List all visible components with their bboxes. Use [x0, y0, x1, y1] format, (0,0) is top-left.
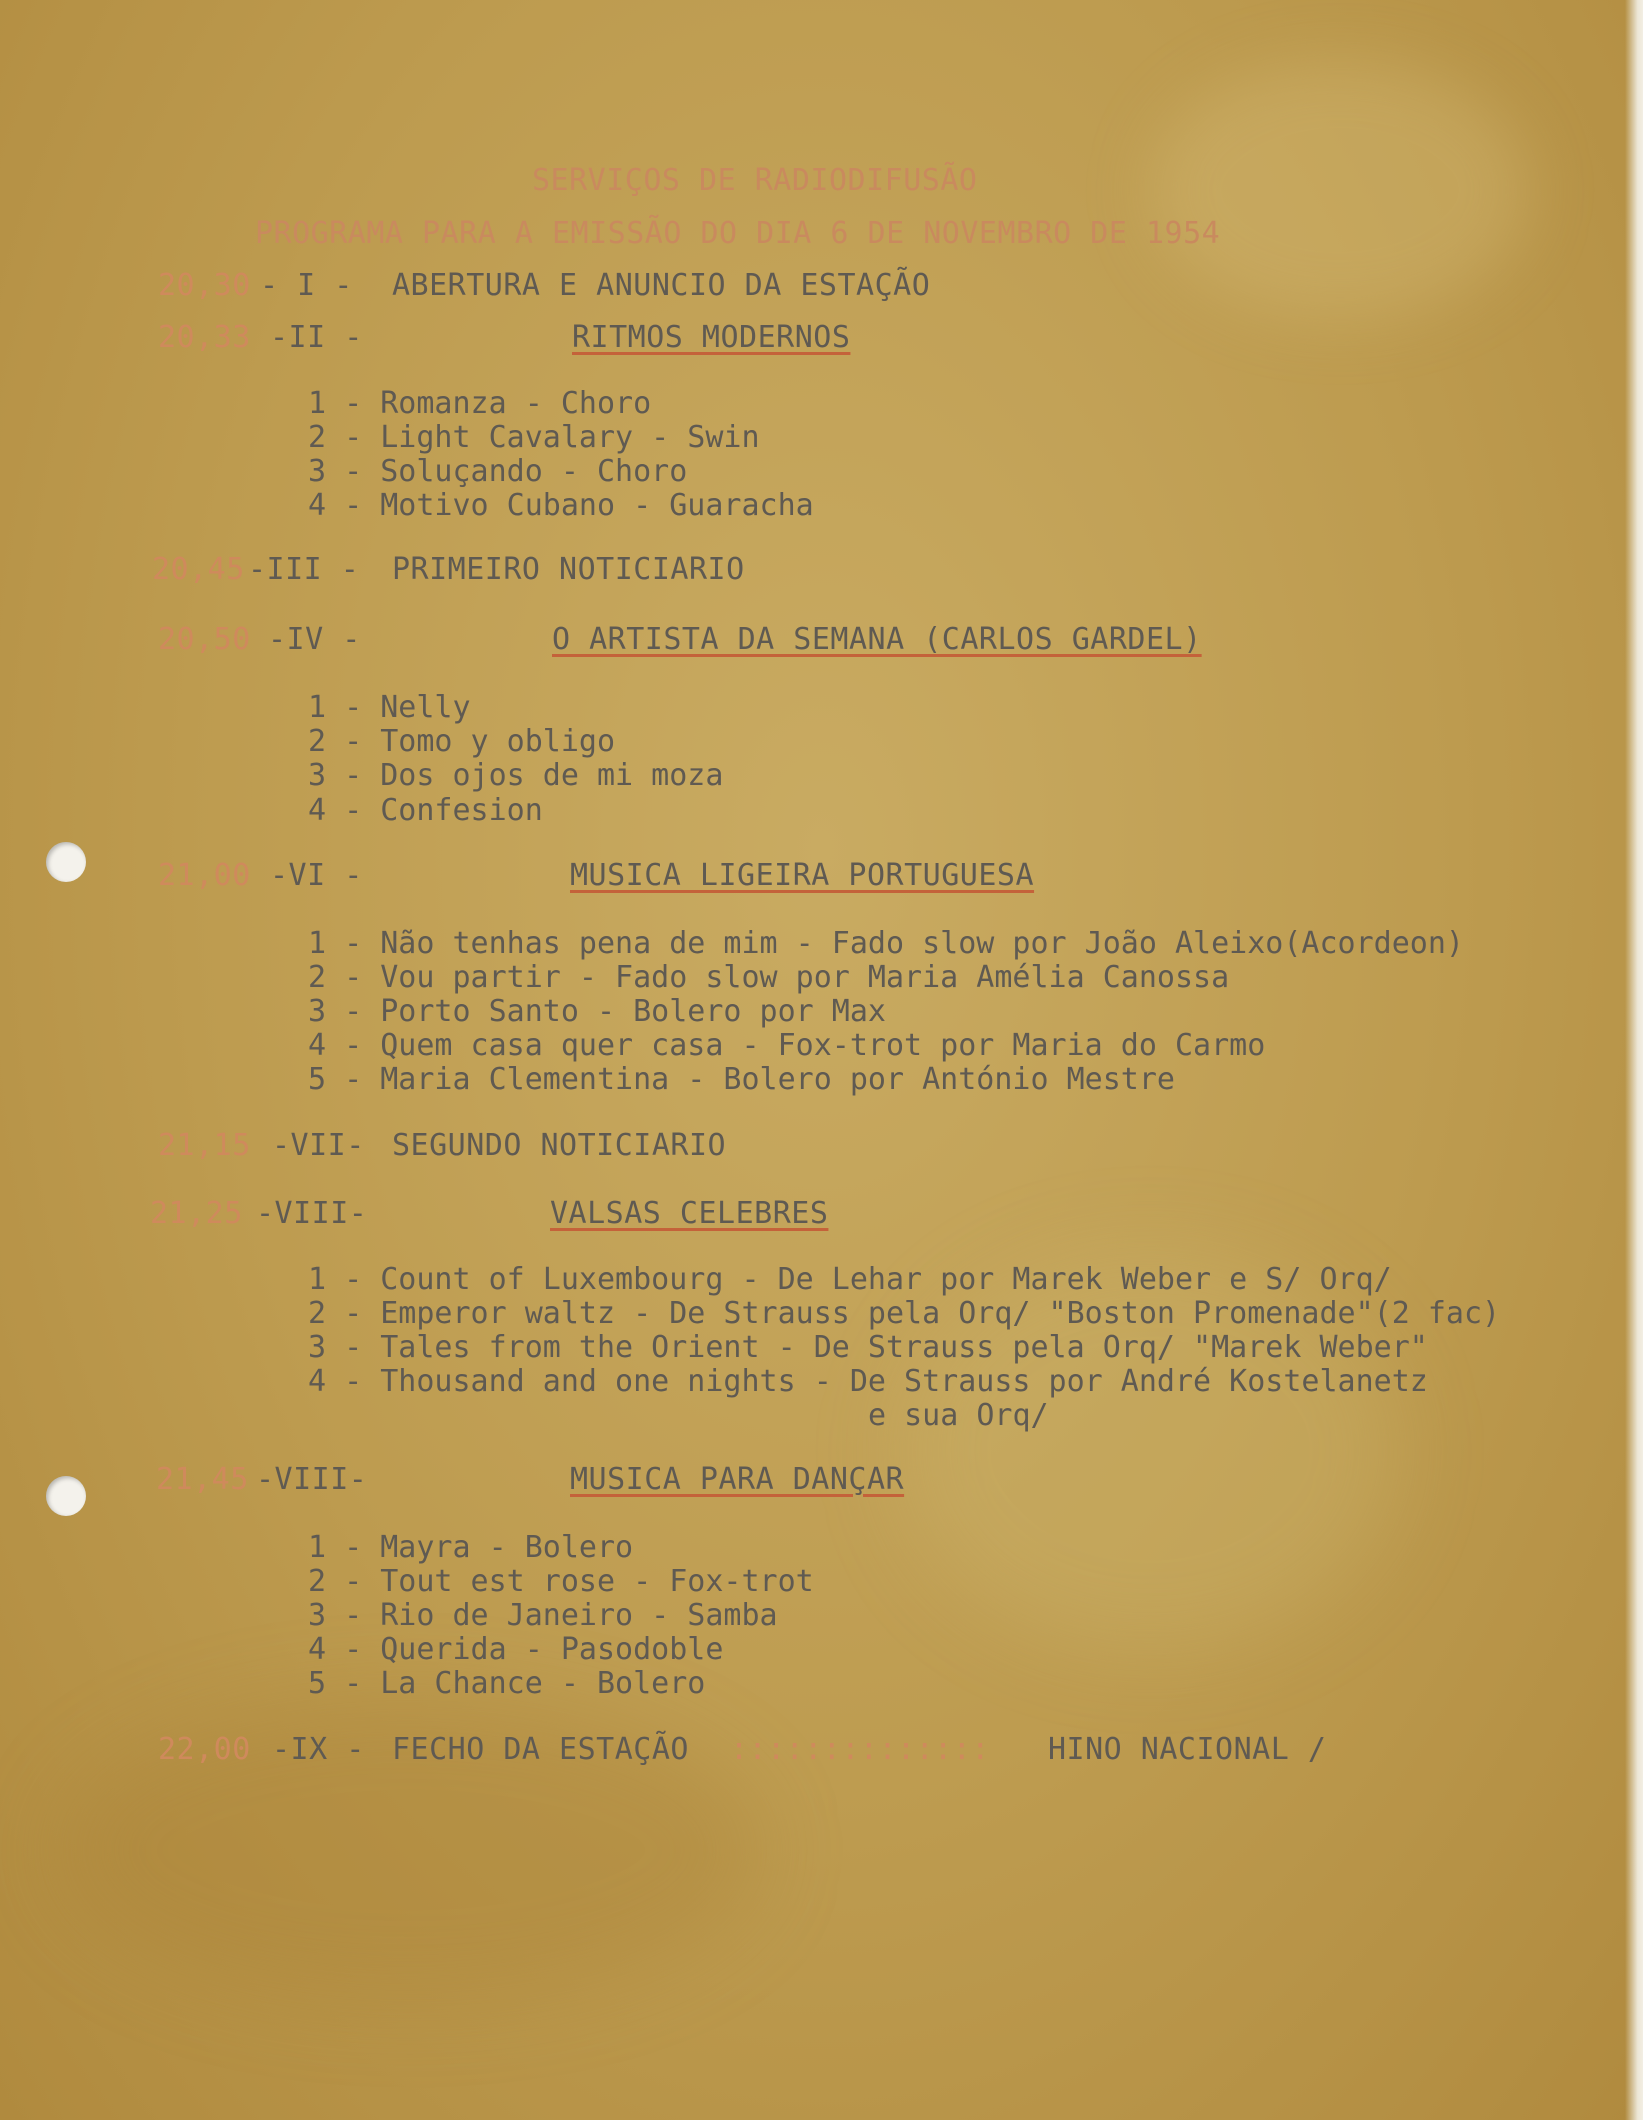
- section-number-6: -VIII-: [256, 1196, 368, 1231]
- list-item: 4 - Motivo Cubano - Guaracha: [308, 488, 814, 523]
- section-title-3: O ARTISTA DA SEMANA (CARLOS GARDEL): [552, 622, 1202, 657]
- list-item: 3 - Soluçando - Choro: [308, 454, 688, 489]
- list-item: 1 - Não tenhas pena de mim - Fado slow por João Aleixo(Acordeon): [308, 926, 1464, 961]
- section-title-6: VALSAS CELEBRES: [550, 1196, 829, 1231]
- list-item: 2 - Emperor waltz - De Strauss pela Orq/ "Boston Promenade"(2 fac): [308, 1296, 1501, 1331]
- section-number-3: -IV -: [268, 622, 361, 657]
- section-title-8: FECHO DA ESTAÇÃO: [392, 1732, 689, 1767]
- section-title-5: SEGUNDO NOTICIARIO: [392, 1128, 727, 1163]
- section-number-7: -VIII-: [256, 1462, 368, 1497]
- section-title-2: PRIMEIRO NOTICIARIO: [392, 552, 745, 587]
- list-item: 3 - Porto Santo - Bolero por Max: [308, 994, 886, 1029]
- list-item: 5 - La Chance - Bolero: [308, 1666, 706, 1701]
- list-item: 3 - Dos ojos de mi moza: [308, 758, 724, 793]
- section-number-2: -III -: [248, 552, 360, 587]
- dot-leader: ::::::::::::::: [730, 1732, 990, 1767]
- time-1: 20,33: [158, 320, 251, 355]
- list-item: 2 - Tout est rose - Fox-trot: [308, 1564, 814, 1599]
- list-item: 2 - Light Cavalary - Swin: [308, 420, 760, 455]
- list-item: 1 - Mayra - Bolero: [308, 1530, 634, 1565]
- list-item: 4 - Quem casa quer casa - Fox-trot por Maria do Carmo: [308, 1028, 1266, 1063]
- list-item: 1 - Count of Luxembourg - De Lehar por Marek Weber e S/ Orq/: [308, 1262, 1392, 1297]
- punch-hole: [46, 842, 86, 882]
- time-5: 21,15: [158, 1128, 251, 1163]
- section-title-4: MUSICA LIGEIRA PORTUGUESA: [570, 858, 1035, 893]
- list-item: 1 - Nelly: [308, 690, 471, 725]
- list-item: 3 - Rio de Janeiro - Samba: [308, 1598, 778, 1633]
- section-title-1: RITMOS MODERNOS: [572, 320, 851, 355]
- section-title-7: MUSICA PARA DANÇAR: [570, 1462, 905, 1497]
- list-item: 3 - Tales from the Orient - De Strauss pela Orq/ "Marek Weber": [308, 1330, 1428, 1365]
- time-6: 21,25: [150, 1196, 243, 1231]
- list-item: 4 - Thousand and one nights - De Strauss por André Kostelanetz: [308, 1364, 1428, 1399]
- section-number-5: -VII-: [272, 1128, 365, 1163]
- time-2: 20,45: [152, 552, 245, 587]
- list-item: 1 - Romanza - Choro: [308, 386, 652, 421]
- paper-edge: [1625, 0, 1643, 2120]
- time-3: 20,50: [158, 622, 251, 657]
- closing-text: HINO NACIONAL /: [1048, 1732, 1327, 1767]
- list-item: 5 - Maria Clementina - Bolero por António Mestre: [308, 1062, 1175, 1097]
- time-8: 22,00: [158, 1732, 251, 1767]
- list-item: 2 - Tomo y obligo: [308, 724, 616, 759]
- time-7: 21,45: [156, 1462, 249, 1497]
- section-number-1: -II -: [270, 320, 363, 355]
- document-title: SERVIÇOS DE RADIODIFUSÃO: [532, 163, 978, 198]
- section-number-0: - I -: [260, 268, 353, 303]
- document-subtitle: PROGRAMA PARA A EMISSÃO DO DIA 6 DE NOVEMBRO DE 1954: [255, 216, 1221, 251]
- list-item: 4 - Querida - Pasodoble: [308, 1632, 724, 1667]
- list-item: 4 - Confesion: [308, 793, 543, 828]
- punch-hole: [46, 1476, 86, 1516]
- section-number-8: -IX -: [272, 1732, 365, 1767]
- list-item: 2 - Vou partir - Fado slow por Maria Amélia Canossa: [308, 960, 1230, 995]
- time-0: 20,30: [158, 268, 251, 303]
- list-item-continuation: e sua Orq/: [868, 1398, 1049, 1433]
- time-4: 21,00: [158, 858, 251, 893]
- section-number-4: -VI -: [270, 858, 363, 893]
- section-title-0: ABERTURA E ANUNCIO DA ESTAÇÃO: [392, 268, 931, 303]
